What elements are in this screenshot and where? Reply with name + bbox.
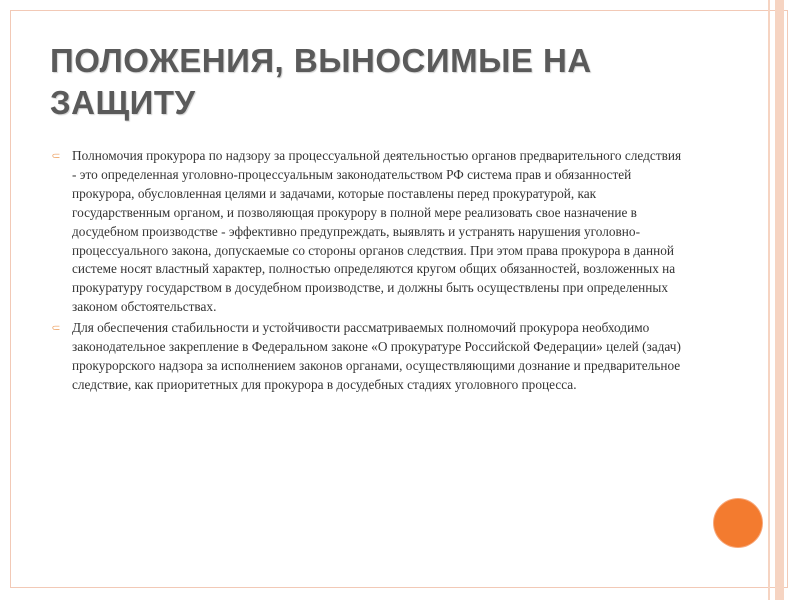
paragraph-text-1: Полномочия прокурора по надзору за процессуальной деятельностью органов предварительного следствия - это определенная уголовно-процессуальным законодательством РФ система прав и обязанностей прокурора, обусловленная целями и задачами, которые поставлены перед прокуратурой, как государственным органом, и позволяющая прокурору в полной мере реализовать свое назначение в досудебном производстве - эффективно предупреждать, выявлять и устранять нарушения уголовно-процессуального закона, допускаемые со стороны органов следствия. При этом права прокурора в данной системе носят властный характер, полностью определяются кругом общих обязанностей, возложенных на прокуратуру государством в досудебном производстве, и должны быть осуществлены при определенных законом обстоятельствах. bbox=[72, 148, 682, 315]
paragraph-text-2: Для обеспечения стабильности и устойчивости рассматриваемых полномочий прокурора необходимо законодательное закрепление в Федеральном законе «О прокуратуре Российской Федерации» целей (задач) прокурорского надзора за исполнением законов органами, осуществляющими дознание и предварительное следствие, как приоритетных для прокурора в досудебных стадиях уголовного процесса. bbox=[72, 320, 681, 392]
decorative-stripe-line bbox=[768, 0, 770, 600]
slide-title: ПОЛОЖЕНИЯ, ВЫНОСИМЫЕ НА ЗАЩИТУ bbox=[50, 42, 592, 121]
decorative-stripe bbox=[775, 0, 784, 600]
decorative-circle bbox=[714, 499, 762, 547]
curl-bullet-icon: ⸦ bbox=[50, 321, 63, 336]
bullet-paragraph-2 bbox=[48, 319, 688, 395]
slide-body bbox=[48, 147, 688, 397]
bullet-paragraph-1 bbox=[48, 147, 688, 317]
curl-bullet-icon: ⸦ bbox=[50, 149, 63, 163]
